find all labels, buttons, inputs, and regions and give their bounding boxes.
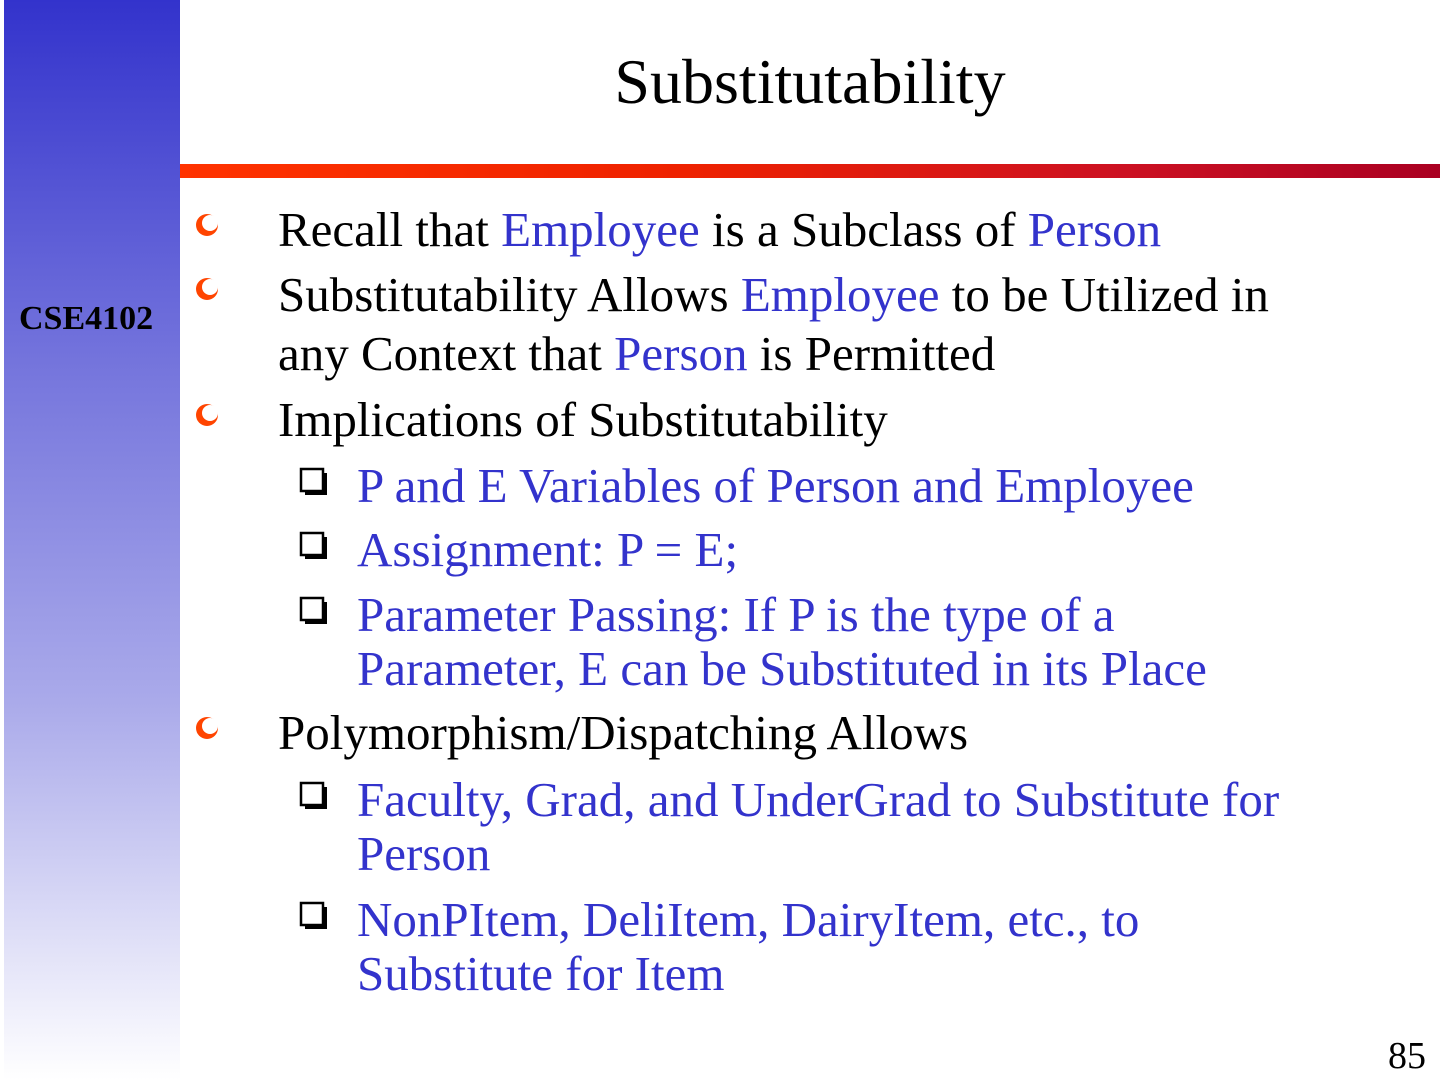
square-bullet-icon [298, 530, 328, 562]
sub-bullet-text: Assignment: P = E; [357, 522, 739, 577]
sub-bullet-text: Parameter, E can be Substituted in its Place [357, 641, 1207, 696]
circle-bullet-icon [194, 276, 224, 306]
square-bullet-icon [298, 900, 328, 932]
square-bullet-icon [298, 466, 328, 498]
course-code: CSE4102 [19, 300, 154, 337]
bullet-text-3: Implications of Substitutability [278, 392, 888, 447]
circle-bullet-icon [194, 715, 224, 745]
bullet-text-1: Recall that Employee is a Subclass of Person [278, 202, 1162, 257]
sidebar-gradient [4, 0, 180, 1080]
sub-bullet-text: Parameter Passing: If P is the type of a [357, 587, 1115, 642]
bullet-text-2-line-2: any Context that Person is Permitted [278, 326, 996, 381]
sub-bullet-text: Person [357, 826, 491, 881]
sub-bullet-text: Faculty, Grad, and UnderGrad to Substitute for [357, 772, 1280, 827]
slide-title: Substitutability [614, 46, 1006, 117]
circle-bullet-icon [194, 402, 224, 432]
title-divider [180, 164, 1440, 178]
bullet-text-2-line-1: Substitutability Allows Employee to be Utilized in [278, 267, 1269, 322]
square-bullet-icon [298, 595, 328, 627]
bullet-text-4: Polymorphism/Dispatching Allows [278, 705, 969, 760]
sub-bullet-text: P and E Variables of Person and Employee [357, 458, 1194, 513]
sub-bullet-text: NonPItem, DeliItem, DairyItem, etc., to [357, 892, 1140, 947]
page-number: 85 [1388, 1035, 1426, 1077]
sub-bullet-text: Substitute for Item [357, 946, 725, 1001]
circle-bullet-icon [194, 212, 224, 242]
square-bullet-icon [298, 780, 328, 812]
